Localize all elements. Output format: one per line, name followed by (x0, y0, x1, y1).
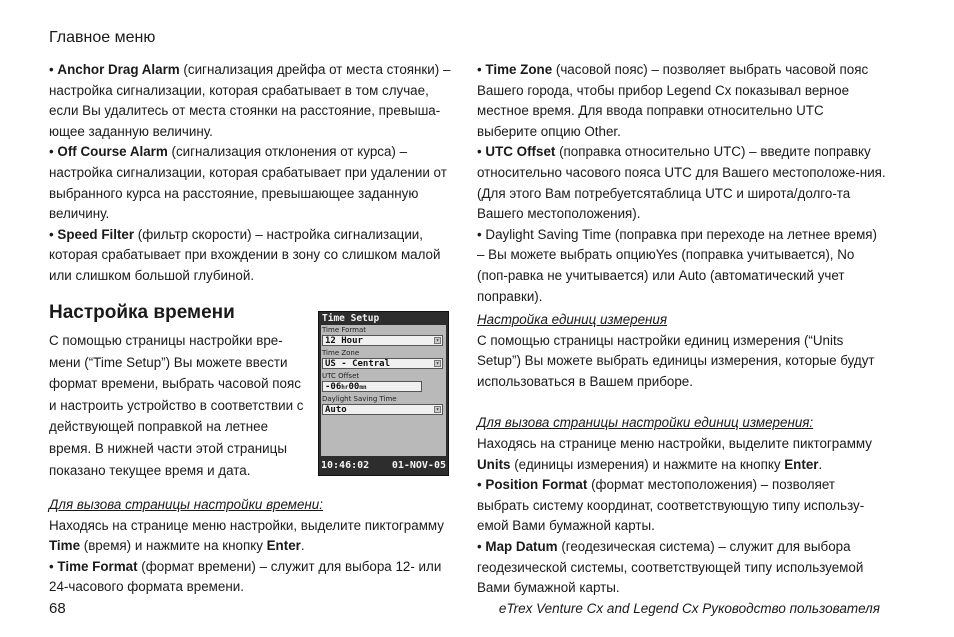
speed-filter-term: Speed Filter (57, 226, 135, 242)
units-howto-text (477, 434, 887, 475)
device-utc-value: -06 (325, 382, 342, 392)
units-howto-part1: Находясь на странице меню настройки, выделите пиктограмму (477, 435, 872, 451)
units-intro: С помощью страницы настройки единиц измерения (“Units Setup”) Вы можете выбрать единицы измерения, которые будут использоваться в Вашем приборе. (477, 332, 875, 389)
time-zone-desc: (часовой пояс) – позволяет выбрать часовой пояс Вашего города, чтобы прибор Legend Cx показывал верное местное время. Для ввода поправки относительно UTC выберите опцию Other. (477, 62, 869, 139)
device-status-bar (319, 457, 448, 475)
time-setup-howto (49, 495, 459, 598)
right-column-time-options (477, 60, 887, 307)
units-howto-part2: (единицы измерения) и нажмите на кнопку (510, 456, 785, 472)
dst-desc2: – Вы можете выбрать опциюYes (поправка учитывается), No (поп-равка не учитывается) или Auto (автоматический учет поправки). (477, 247, 855, 304)
device-zone-label: Time Zone (322, 349, 360, 357)
units-howto-heading: Для вызова страницы настройки единиц измерения: (477, 415, 814, 431)
device-zone-value: US - Central (325, 359, 391, 369)
time-format-paragraph (49, 557, 459, 598)
position-format-paragraph (477, 475, 887, 537)
device-title: Time Setup (319, 312, 448, 325)
anchor-drag-term: Anchor Drag Alarm (57, 62, 180, 77)
units-howto-enter-term: Enter (784, 456, 819, 472)
off-course-desc1: (сигнализация отклонения от курса) (167, 144, 396, 160)
time-zone-term: Time Zone (485, 62, 553, 77)
anchor-drag-desc1: (сигнализация дрейфа от места стоянки) (179, 62, 440, 77)
device-utc-label: UTC Offset (322, 372, 360, 380)
time-setup-intro (49, 330, 307, 481)
speed-filter-desc: (фильтр скорости) – настройка сигнализации, которая срабатывает при вхождении в зону со слишком малой или слишком большой глубиной. (49, 226, 441, 283)
device-format-value: 12 Hour (325, 336, 363, 346)
dropdown-arrow-icon: ▾ (435, 360, 440, 367)
off-course-paragraph (49, 142, 455, 224)
device-zone-field (322, 358, 443, 369)
device-time: 10:46:02 (321, 460, 370, 471)
map-datum-desc: (геодезическая система) – служит для выбора геодезической системы, соответствующей типу используемой Вами бумажной карты. (477, 538, 864, 596)
time-format-desc: (формат времени) – служит для выбора 12- или 24-часового формата времени. (49, 558, 442, 595)
position-format-term: Position Format (485, 477, 588, 493)
anchor-drag-desc2: – настройка сигнализации, которая срабатывает в том случае, если Вы удалитесь от места стоянки на расстояние, превыша-ющее заданную величину. (49, 62, 451, 139)
dropdown-arrow-icon: ▾ (435, 406, 440, 413)
units-howto-units-term: Units (477, 456, 511, 472)
time-howto-text (49, 516, 459, 557)
device-dst-label: Daylight Saving Time (322, 395, 397, 403)
page-number: 68 (49, 600, 66, 617)
device-format-field (322, 335, 443, 346)
units-heading: Настройка единиц измерения (477, 312, 667, 327)
device-date: 01-NOV-05 (391, 460, 446, 471)
device-utc-mn-unit: mn (359, 384, 367, 391)
time-format-term: Time Format (57, 558, 138, 574)
time-howto-part2: (время) и нажмите на кнопку (80, 538, 267, 554)
speed-filter-paragraph (49, 225, 455, 287)
manual-title: eTrex Venture Cx and Legend Cx Руководство пользователя (498, 601, 880, 616)
time-howto-enter-term: Enter (266, 538, 301, 554)
dropdown-arrow-icon: ▾ (435, 337, 440, 344)
device-dst-field (322, 404, 443, 415)
units-setup-section (477, 310, 887, 599)
units-howto-part3: . (818, 456, 823, 472)
utc-offset-term: UTC Offset (485, 144, 556, 160)
device-utc-field (322, 381, 422, 392)
off-course-term: Off Course Alarm (57, 144, 168, 160)
device-utc-minutes: 00 (348, 382, 360, 392)
time-howto-heading: Для вызова страницы настройки времени: (49, 497, 323, 512)
time-zone-paragraph (477, 60, 887, 142)
left-column-alarms (49, 60, 455, 287)
time-howto-part3: . (300, 538, 305, 554)
position-format-desc: (формат местоположения) – позволяет выбрать систему координат, соответствующую типу использу-емой Вами бумажной карты. (477, 477, 865, 534)
time-howto-part1: Находясь на странице меню настройки, выделите пиктограмму (49, 517, 444, 533)
map-datum-term: Map Datum (485, 538, 558, 554)
time-setup-device-screen (318, 311, 449, 476)
dst-desc1: Daylight Saving Time (поправка при переходе на летнее время) (485, 226, 877, 242)
anchor-drag-paragraph (49, 60, 455, 142)
device-dst-value: Auto (325, 405, 347, 415)
time-setup-title: Настройка времени (49, 302, 235, 323)
time-howto-time-term: Time (49, 538, 81, 554)
device-format-label: Time Format (322, 326, 367, 334)
map-datum-paragraph (477, 537, 887, 599)
dst-paragraph (477, 225, 887, 307)
device-utc-hr-unit: hr (341, 384, 349, 391)
page-header-section: Главное меню (49, 29, 156, 46)
device-panel (321, 325, 446, 456)
off-course-desc2: – настройка сигнализации, которая срабатывает при удалении от выбранного курса на расстояние, превышающее заданную величину. (49, 144, 447, 222)
utc-offset-desc: (поправка относительно UTC) – введите поправку относительно часового пояса UTC для Вашего местоположе-ния. (Для этого Вам потребуетсятаблица UTC и широта/долго-та Вашего местоположения). (477, 144, 886, 222)
time-setup-intro-text: С помощью страницы настройки вре-мени (“Time Setup”) Вы можете ввести формат времени, выбрать часовой пояс и настроить устройство в соответствии с действующей поправкой на летнее время. В нижней части этой страницы показано текущее время и дата. (49, 333, 304, 478)
spacer (477, 392, 887, 413)
utc-offset-paragraph (477, 142, 887, 224)
